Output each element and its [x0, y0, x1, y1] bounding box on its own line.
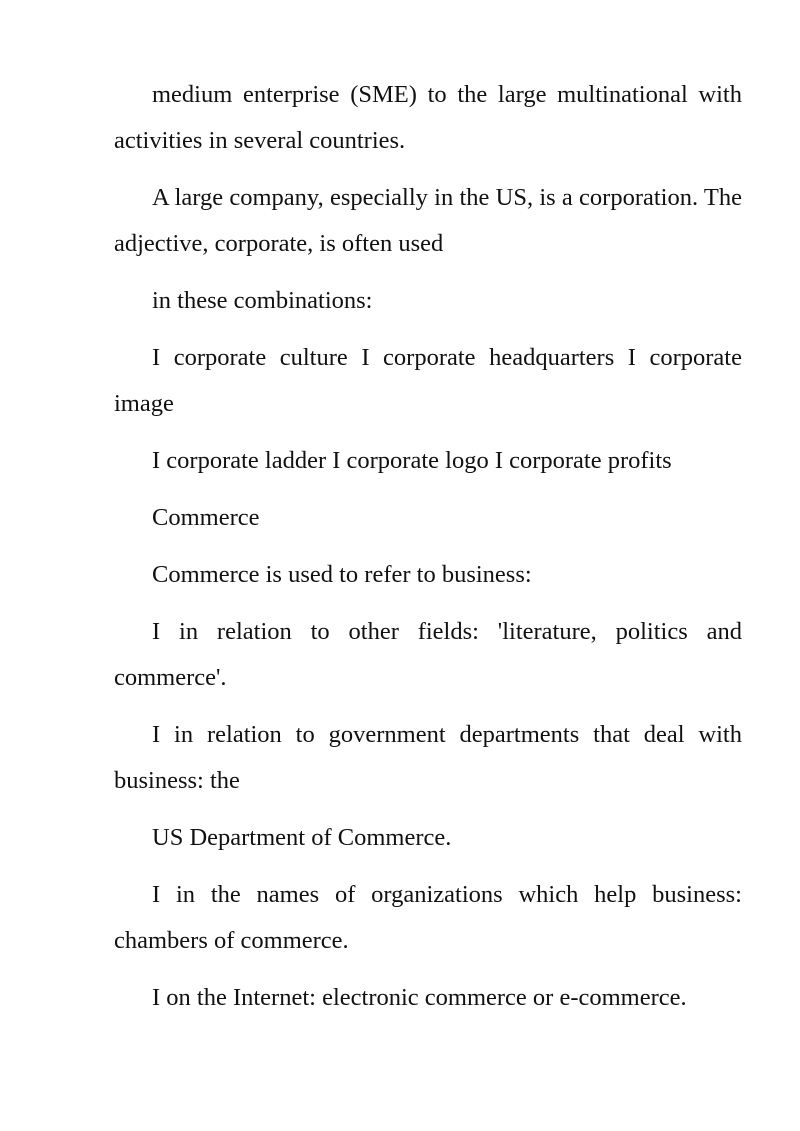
- paragraph-combinations-list-2: I corporate ladder I corporate logo I corporate profits: [152, 447, 672, 474]
- section-heading-commerce: Commerce: [152, 504, 260, 531]
- paragraph-combinations-list-1: I corporate culture I corporate headquarters I corporate image: [114, 344, 742, 417]
- paragraph-organizations: I in the names of organizations which help business: chambers of commerce.: [114, 881, 742, 954]
- paragraph-sme-continuation: medium enterprise (SME) to the large multinational with activities in several countries.: [114, 81, 742, 154]
- paragraph-us-department: US Department of Commerce.: [152, 824, 452, 851]
- document-body: [114, 72, 742, 1021]
- paragraph-combinations-intro: in these combinations:: [152, 287, 373, 314]
- paragraph-government-departments: I in relation to government departments that deal with business: the: [114, 721, 742, 794]
- paragraph-commerce-intro: Commerce is used to refer to business:: [152, 561, 532, 588]
- paragraph-corporation: A large company, especially in the US, is a corporation. The adjective, corporate, is often used: [114, 184, 742, 257]
- paragraph-internet: I on the Internet: electronic commerce or e-commerce.: [152, 984, 687, 1011]
- paragraph-other-fields: I in relation to other fields: 'literature, politics and commerce'.: [114, 618, 742, 691]
